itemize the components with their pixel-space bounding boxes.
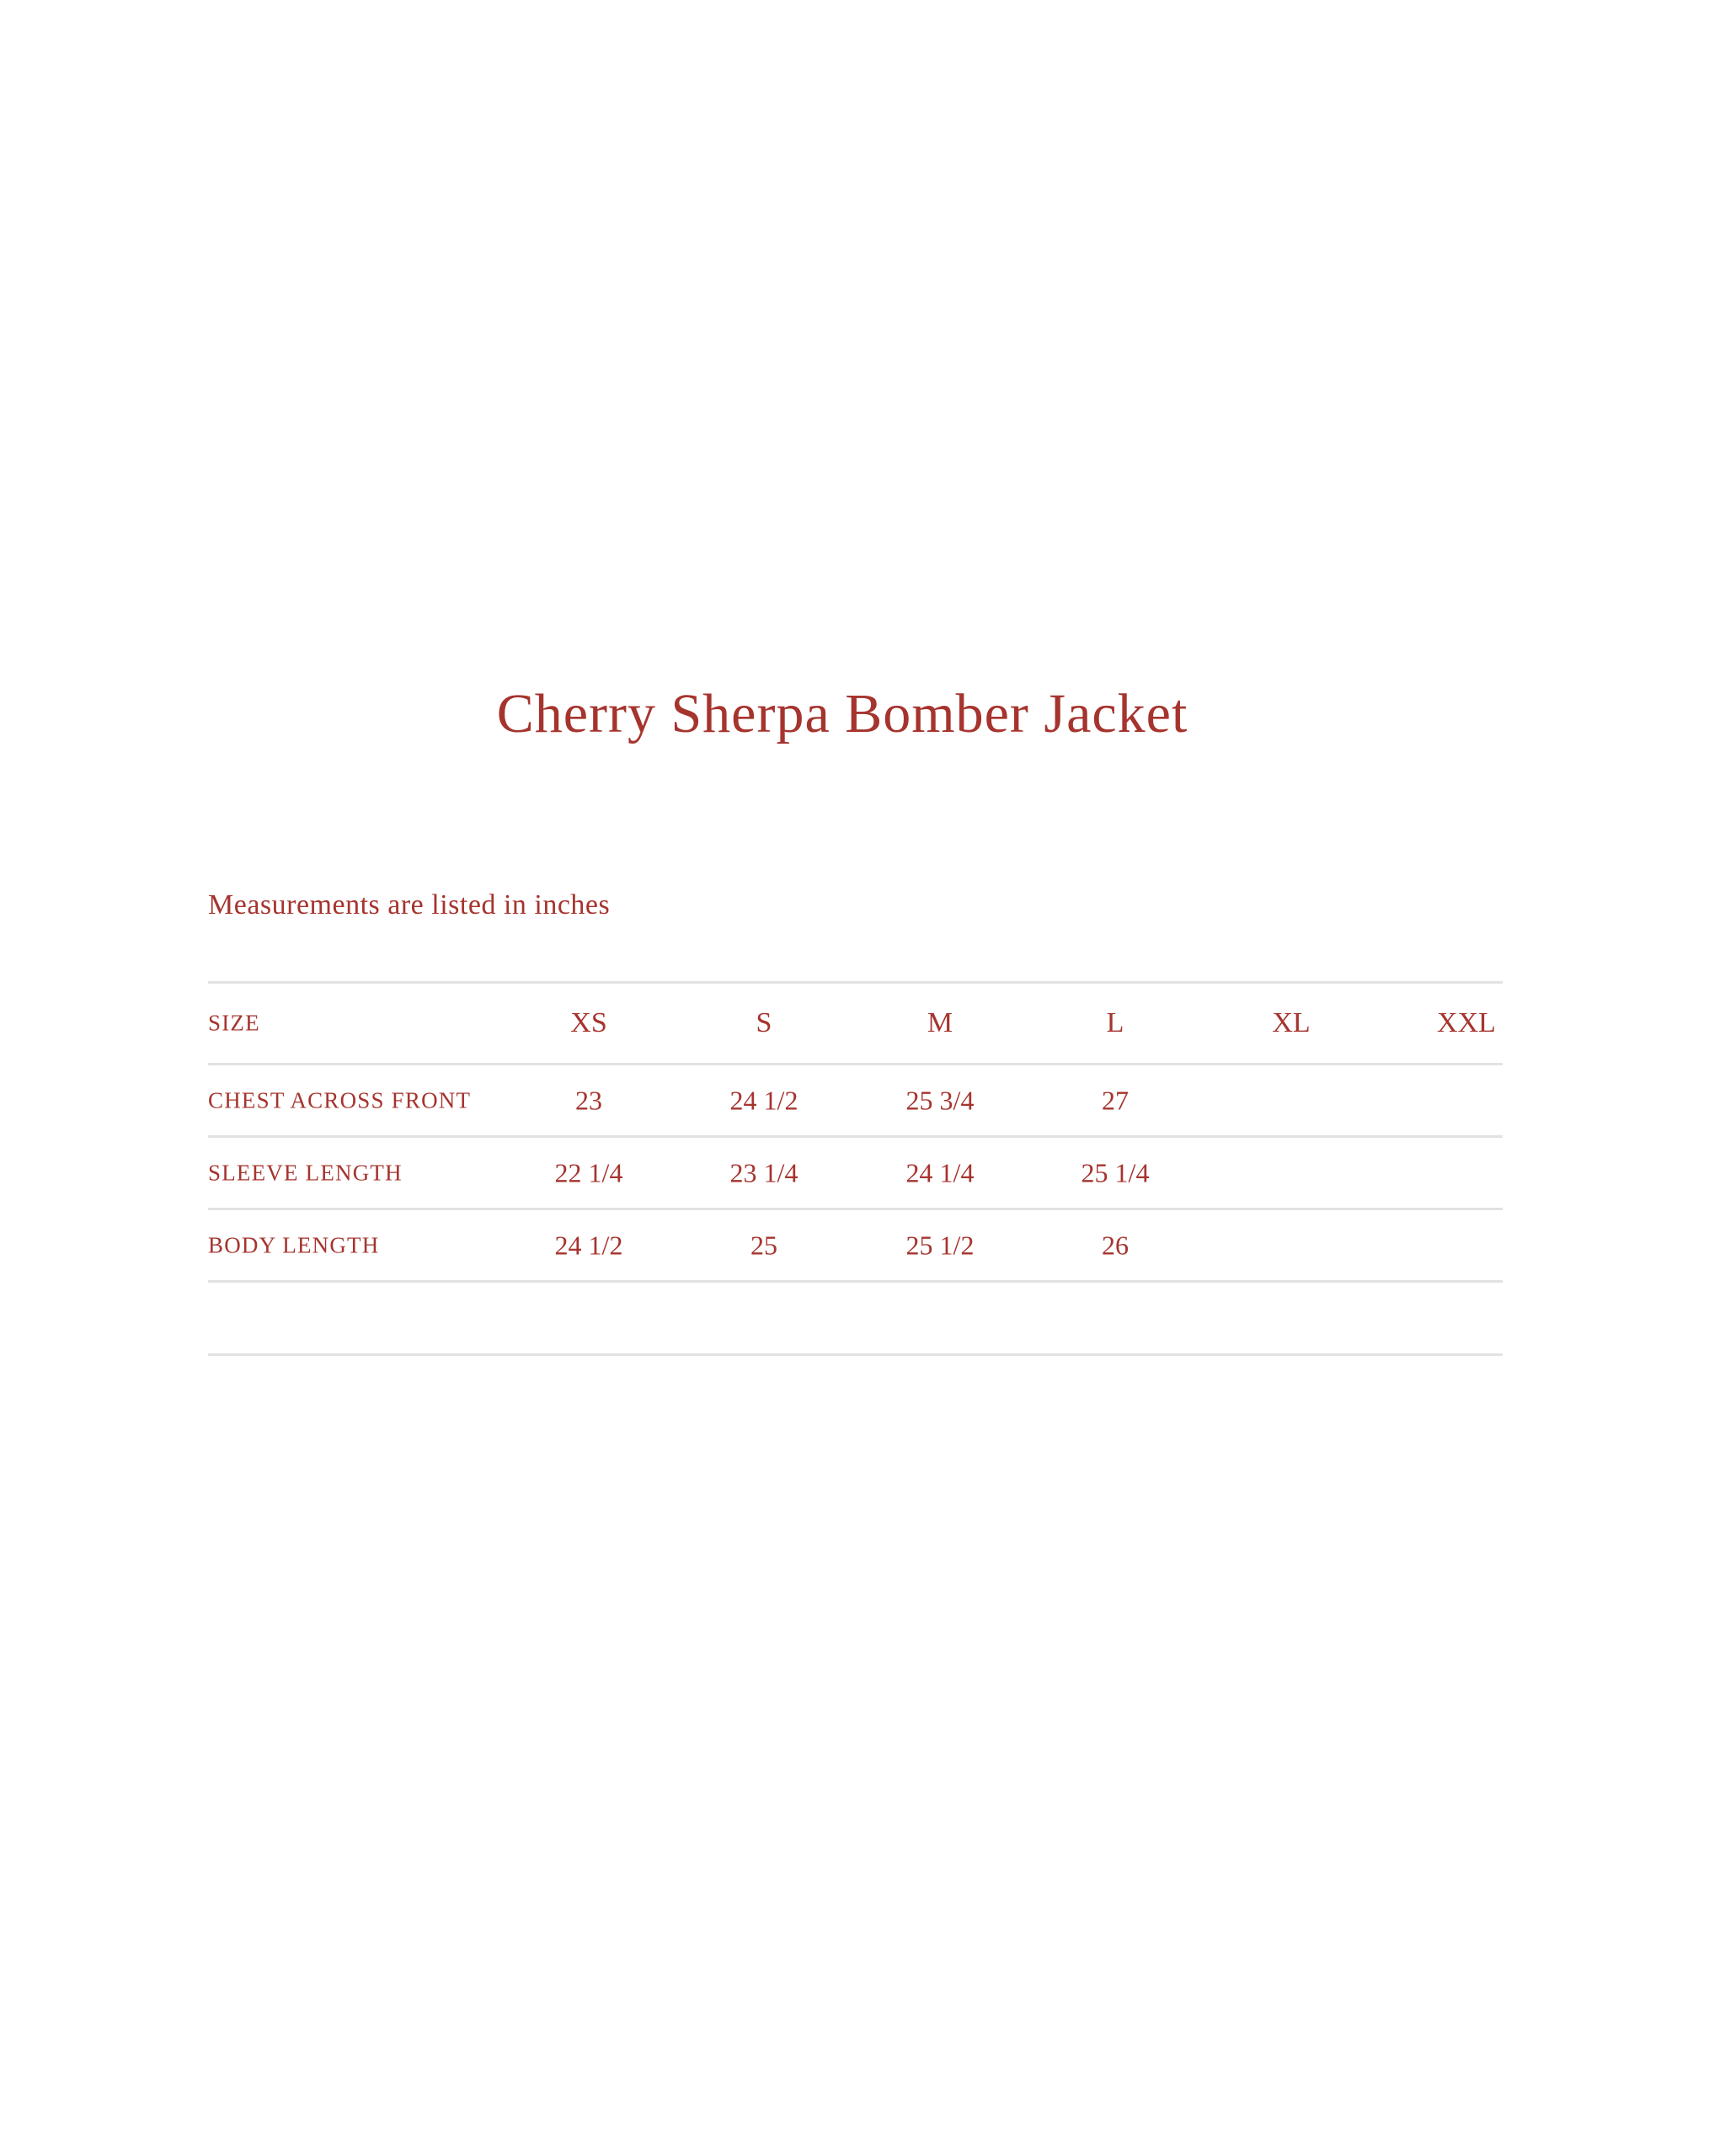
table-cell: 25 3/4 [905,1085,975,1115]
table-header-row [208,984,1503,1063]
table-cell: 25 1/2 [905,1230,975,1260]
table-row-chest [208,1065,1503,1135]
size-column-header: S [756,1007,772,1038]
size-column-header: XS [570,1007,607,1038]
table-cell: 23 1/4 [729,1157,798,1187]
row-label: BODY LENGTH [208,1232,380,1257]
row-label: SLEEVE LENGTH [208,1160,403,1185]
table-row-empty [208,1283,1503,1353]
table-cell: 22 1/4 [554,1157,623,1187]
table-cell: 25 1/4 [1081,1157,1150,1187]
size-column-header: M [927,1007,953,1038]
table-row-sleeve [208,1138,1503,1208]
measurement-unit-note: Measurements are listed in inches [208,889,611,921]
row-label: CHEST ACROSS FRONT [208,1087,472,1113]
size-column-header: L [1106,1007,1124,1038]
table-cell: 23 [575,1085,602,1115]
size-column-header: XL [1272,1007,1311,1038]
page-title: Cherry Sherpa Bomber Jacket [496,683,1188,744]
table-divider [208,1353,1503,1356]
table-cell: 26 [1102,1230,1129,1260]
table-cell: 25 [750,1230,777,1260]
table-cell: 27 [1102,1085,1129,1115]
table-cell: 24 1/2 [554,1230,623,1260]
size-header-label: SIZE [208,1010,260,1036]
table-cell: 24 1/2 [729,1085,798,1115]
size-chart-table [208,981,1503,1356]
table-cell: 24 1/4 [905,1157,975,1187]
size-column-header: XXL [1437,1007,1496,1038]
table-row-body [208,1210,1503,1280]
